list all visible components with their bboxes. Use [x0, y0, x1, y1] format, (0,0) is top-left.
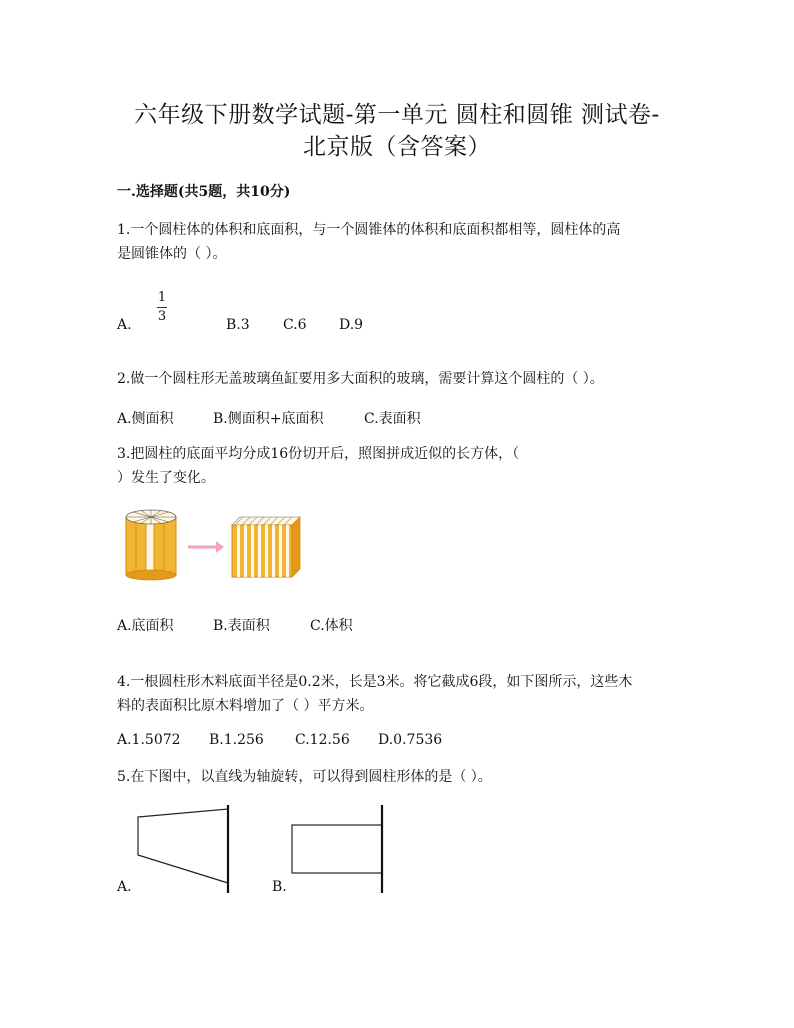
- q4-option-a[interactable]: A.1.5072: [117, 732, 181, 748]
- question-4-line-2: 料的表面积比原木料增加了（ ）平方米。: [117, 698, 374, 714]
- q3-option-a[interactable]: A.底面积: [117, 618, 174, 634]
- fraction-bar: [157, 307, 167, 308]
- fraction-numerator: 1: [157, 290, 167, 305]
- page-title: 六年级下册数学试题-第一单元 圆柱和圆锥 测试卷-: [134, 102, 660, 128]
- q1-option-c[interactable]: C.6: [283, 317, 307, 333]
- q2-option-b[interactable]: B.侧面积+底面积: [213, 411, 324, 427]
- q4-option-d[interactable]: D.0.7536: [378, 732, 443, 748]
- question-2-line-1: 2.做一个圆柱形无盖玻璃鱼缸要用多大面积的玻璃，需要计算这个圆柱的（ ）。: [117, 371, 604, 387]
- q1-option-b[interactable]: B.3: [226, 317, 250, 333]
- question-1-line-2: 是圆锥体的（ ）。: [117, 246, 227, 262]
- question-5-line-1: 5.在下图中，以直线为轴旋转，可以得到圆柱形体的是（ ）。: [117, 769, 492, 785]
- cylinder-illustration: [126, 510, 176, 580]
- q1-option-a-label[interactable]: A.: [117, 317, 132, 333]
- q5-option-a[interactable]: A.: [117, 879, 132, 895]
- q5-figure-a: [130, 805, 240, 893]
- q4-option-c[interactable]: C.12.56: [295, 732, 350, 748]
- q3-figure: [120, 505, 310, 585]
- question-3-line-1: 3.把圆柱的底面平均分成16份切开后，照图拼成近似的长方体，（: [117, 446, 520, 462]
- q5-option-b[interactable]: B.: [272, 879, 287, 895]
- q2-option-a[interactable]: A.侧面积: [117, 411, 174, 427]
- q4-option-b[interactable]: B.1.256: [209, 732, 264, 748]
- page-subtitle: 北京版（含答案）: [303, 134, 491, 160]
- fraction-denominator: 3: [157, 309, 167, 324]
- q1-option-a-fraction: [152, 290, 172, 325]
- q1-option-d[interactable]: D.9: [339, 317, 364, 333]
- q3-option-c[interactable]: C.体积: [310, 618, 353, 634]
- q5-figure-b: [286, 805, 396, 893]
- section-heading: 一.选择题(共5题，共10分): [117, 184, 291, 200]
- prism-illustration: [232, 517, 300, 577]
- question-3-line-2: ）发生了变化。: [117, 470, 215, 486]
- arrow-icon: [188, 541, 224, 553]
- question-1-line-1: 1.一个圆柱体的体积和底面积，与一个圆锥体的体积和底面积都相等，圆柱体的高: [117, 222, 621, 238]
- q2-option-c[interactable]: C.表面积: [364, 411, 421, 427]
- q3-option-b[interactable]: B.表面积: [213, 618, 270, 634]
- question-4-line-1: 4.一根圆柱形木料底面半径是0.2米，长是3米。将它截成6段，如下图所示，这些木: [117, 674, 633, 690]
